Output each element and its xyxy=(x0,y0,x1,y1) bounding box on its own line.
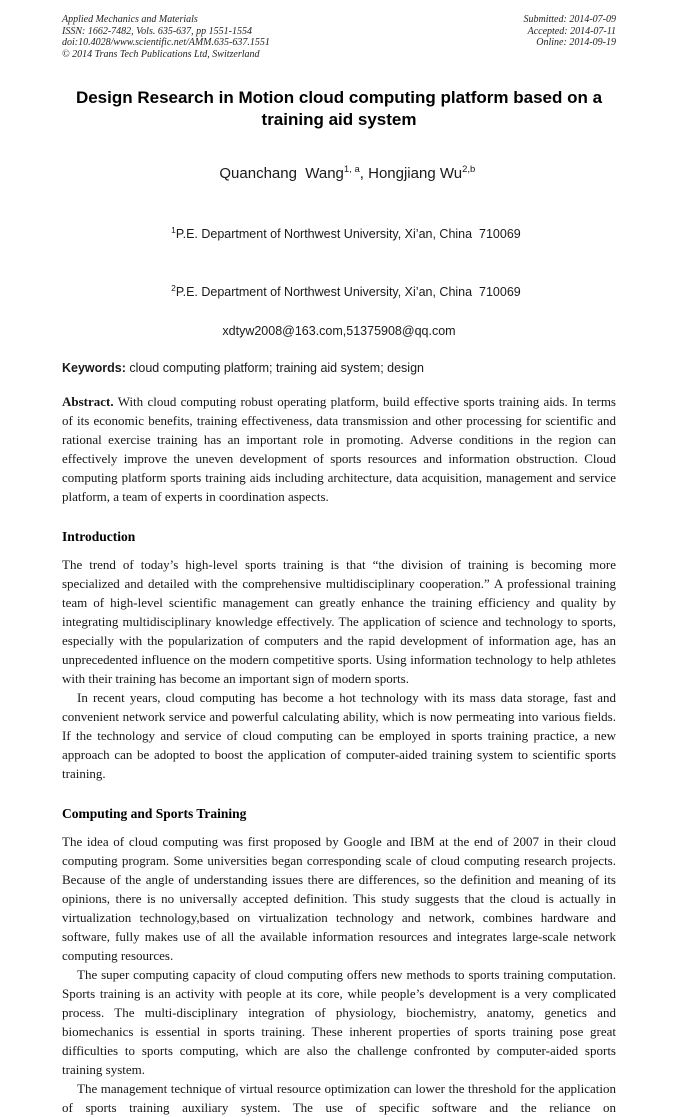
paper-title: Design Research in Motion cloud computing platform based on a training aid system xyxy=(75,88,603,129)
section-heading-computing-and-sports-training: Computing and Sports Training xyxy=(62,806,247,822)
author-2-superscript: 2,b xyxy=(462,164,476,175)
affiliation-2-text: P.E. Department of Northwest University, Xi’an, China 710069 xyxy=(175,285,521,300)
paragraph: The trend of today’s high-level sports training is that “the division of training is becoming more specialized and detailed with the comprehensive multidisciplinary cooperation.” A professional training team of high-level scientific management can greatly enhance the training efficiency and quality by integrating multidisciplinary knowledge effectively. The application of science and technology to sports, especially with the popularization of computers and the rapid development of information age, has an unprecedented influence on the modern competitive sports. Using information technology to help athletes with their training has become an important sign of modern sports. xyxy=(62,557,616,687)
journal-info xyxy=(62,14,270,60)
affiliation-1 xyxy=(62,208,616,257)
online-date: Online: 2014-09-19 xyxy=(536,37,616,48)
submitted-date: Submitted: 2014-07-09 xyxy=(523,14,616,25)
journal-issn-volume: ISSN: 1662-7482, Vols. 635-637, pp 1551-1554 xyxy=(62,25,252,37)
journal-copyright: © 2014 Trans Tech Publications Ltd, Switzerland xyxy=(62,48,260,60)
section-heading-introduction: Introduction xyxy=(62,529,136,545)
affiliation-2-superscript: 2 xyxy=(171,283,176,294)
accepted-date: Accepted: 2014-07-11 xyxy=(527,25,616,37)
authors-line xyxy=(62,147,616,199)
journal-name: Applied Mechanics and Materials xyxy=(62,14,198,25)
affiliation-1-text: P.E. Department of Northwest University, Xi’an, China 710069 xyxy=(175,227,521,242)
paragraph: The super computing capacity of cloud computing offers new methods to sports training computation. Sports training is an activity with people at its core, while people’s development is a very complicated process. The multi-disciplinary integration of physiology, biochemistry, anatomy, genetics and biomechanics is essential in sports training. These inherent properties of sports training pose great difficulties to sports computing, which are also the challenge confronted by computer-aided sports training system. xyxy=(62,967,616,1078)
affiliation-1-superscript: 1 xyxy=(171,225,176,235)
paragraph: In recent years, cloud computing has become a hot technology with its mass data storage, fast and convenient network service and powerful calculating ability, which is now permeating into various fields. If the technology and service of cloud computing can be employed in sports training practice, a new approach can be adopted to boost the application of computer-aided training system to scientific sports training. xyxy=(62,690,616,782)
abstract-text: With cloud computing robust operating platform, build effective sports training aids. In terms of its economic benefits, training effectiveness, data transmission and other processing for scientific and rational exercise training has an important role in promoting. Adverse conditions in the region can effectively improve the uneven development of sports resources and information obstruction. Cloud computing platform sports training aids including architecture, data acquisition, management and service platform, a team of experts in coordination aspects. xyxy=(62,394,616,505)
journal-header xyxy=(62,14,616,60)
authors-separator: , xyxy=(359,165,369,182)
journal-doi: doi:10.4028/www.scientific.net/AMM.635-637.1551 xyxy=(62,37,270,48)
keywords-label: Keywords: xyxy=(62,361,126,376)
submission-dates xyxy=(524,14,617,60)
keywords-text: cloud computing platform; training aid system; design xyxy=(125,361,424,376)
paragraph-truncated-at-page-end: The management technique of virtual resource optimization can lower the threshold for the application of sports training auxiliary system. The use of specific software and the reliance on xyxy=(62,1081,616,1116)
author-emails: xdtyw2008@163.com,51375908@qq.com xyxy=(222,324,456,339)
author-1-name: Quanchang Wang xyxy=(219,165,344,182)
keywords-line xyxy=(62,361,616,375)
abstract-label: Abstract. xyxy=(62,394,114,410)
author-2-name: Hongjiang Wu xyxy=(368,165,463,182)
paragraph: The idea of cloud computing was first proposed by Google and IBM at the end of 2007 in their cloud computing program. Some universities began corresponding scale of cloud computing research projects. Because of the angle of understanding issues there are differences, so the definition and meaning of its opinions, there is no universally accepted definition. This study suggests that the cloud is actually in virtualization technology,based on virtualization technology and network, combines hardware and software, fully makes use of all the available information resources and integrates large-scale network computing resources. xyxy=(62,834,616,964)
abstract-paragraph xyxy=(62,392,616,506)
affiliation-2 xyxy=(62,266,616,315)
author-1-superscript: 1, a xyxy=(343,164,360,175)
